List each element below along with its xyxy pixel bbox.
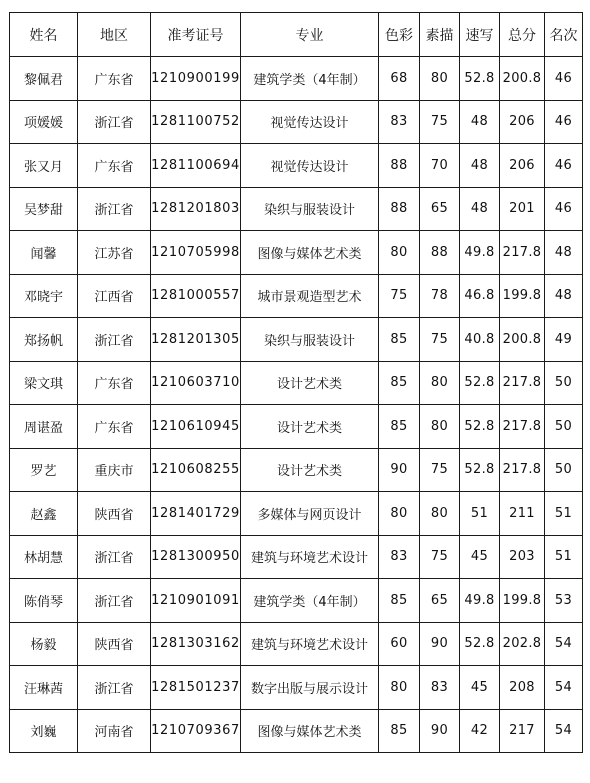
cell-region: 广东省 xyxy=(78,144,151,188)
cell-total: 217 xyxy=(500,709,545,753)
cell-name: 杨毅 xyxy=(10,622,78,666)
cell-rank: 48 xyxy=(545,274,583,318)
cell-total: 206 xyxy=(500,144,545,188)
table-row xyxy=(10,100,583,144)
cell-quick-sketch: 42 xyxy=(460,709,500,753)
cell-color: 80 xyxy=(379,231,420,275)
cell-color: 80 xyxy=(379,666,420,710)
cell-exam-id: 1281201803 xyxy=(151,187,241,231)
cell-exam-id: 1210603710 xyxy=(151,361,241,405)
header-sketch: 素描 xyxy=(420,13,460,57)
cell-quick-sketch: 49.8 xyxy=(460,231,500,275)
cell-exam-id: 1210705998 xyxy=(151,231,241,275)
cell-quick-sketch: 46.8 xyxy=(460,274,500,318)
cell-name: 张又月 xyxy=(10,144,78,188)
cell-color: 85 xyxy=(379,709,420,753)
cell-rank: 49 xyxy=(545,318,583,362)
table-row xyxy=(10,274,583,318)
cell-sketch: 75 xyxy=(420,318,460,362)
cell-region: 浙江省 xyxy=(78,100,151,144)
cell-name: 郑扬帆 xyxy=(10,318,78,362)
cell-color: 85 xyxy=(379,405,420,449)
cell-major: 数字出版与展示设计 xyxy=(241,666,379,710)
cell-color: 85 xyxy=(379,579,420,623)
cell-quick-sketch: 51 xyxy=(460,492,500,536)
cell-color: 85 xyxy=(379,361,420,405)
cell-major: 城市景观造型艺术 xyxy=(241,274,379,318)
table-row xyxy=(10,492,583,536)
cell-total: 201 xyxy=(500,187,545,231)
cell-major: 建筑与环境艺术设计 xyxy=(241,535,379,579)
cell-exam-id: 1210610945 xyxy=(151,405,241,449)
cell-exam-id: 1281000557 xyxy=(151,274,241,318)
header-color: 色彩 xyxy=(379,13,420,57)
header-region: 地区 xyxy=(78,13,151,57)
table-row xyxy=(10,318,583,362)
cell-exam-id: 1281100752 xyxy=(151,100,241,144)
cell-sketch: 65 xyxy=(420,187,460,231)
cell-total: 217.8 xyxy=(500,231,545,275)
cell-total: 217.8 xyxy=(500,405,545,449)
cell-name: 林胡慧 xyxy=(10,535,78,579)
cell-region: 江苏省 xyxy=(78,231,151,275)
cell-sketch: 75 xyxy=(420,100,460,144)
cell-name: 梁文琪 xyxy=(10,361,78,405)
cell-quick-sketch: 48 xyxy=(460,100,500,144)
cell-name: 赵鑫 xyxy=(10,492,78,536)
cell-quick-sketch: 52.8 xyxy=(460,448,500,492)
cell-sketch: 80 xyxy=(420,57,460,101)
cell-quick-sketch: 52.8 xyxy=(460,57,500,101)
cell-major: 视觉传达设计 xyxy=(241,144,379,188)
table-row xyxy=(10,579,583,623)
cell-exam-id: 1281201305 xyxy=(151,318,241,362)
cell-rank: 46 xyxy=(545,100,583,144)
cell-name: 刘巍 xyxy=(10,709,78,753)
cell-region: 浙江省 xyxy=(78,666,151,710)
cell-rank: 54 xyxy=(545,709,583,753)
cell-total: 199.8 xyxy=(500,274,545,318)
cell-major: 染织与服装设计 xyxy=(241,187,379,231)
score-table xyxy=(9,12,583,753)
cell-sketch: 90 xyxy=(420,622,460,666)
cell-major: 图像与媒体艺术类 xyxy=(241,231,379,275)
cell-major: 建筑学类（4年制） xyxy=(241,579,379,623)
cell-sketch: 80 xyxy=(420,361,460,405)
cell-color: 80 xyxy=(379,492,420,536)
cell-exam-id: 1210900199 xyxy=(151,57,241,101)
cell-total: 199.8 xyxy=(500,579,545,623)
cell-color: 68 xyxy=(379,57,420,101)
cell-name: 周谌盈 xyxy=(10,405,78,449)
cell-sketch: 78 xyxy=(420,274,460,318)
cell-exam-id: 1281300950 xyxy=(151,535,241,579)
cell-exam-id: 1281401729 xyxy=(151,492,241,536)
header-exam-id: 准考证号 xyxy=(151,13,241,57)
cell-total: 206 xyxy=(500,100,545,144)
cell-major: 染织与服装设计 xyxy=(241,318,379,362)
cell-quick-sketch: 49.8 xyxy=(460,579,500,623)
cell-region: 江西省 xyxy=(78,274,151,318)
cell-rank: 50 xyxy=(545,448,583,492)
cell-quick-sketch: 52.8 xyxy=(460,405,500,449)
cell-total: 217.8 xyxy=(500,361,545,405)
cell-exam-id: 1210608255 xyxy=(151,448,241,492)
cell-major: 建筑与环境艺术设计 xyxy=(241,622,379,666)
cell-rank: 54 xyxy=(545,666,583,710)
cell-rank: 51 xyxy=(545,492,583,536)
cell-sketch: 88 xyxy=(420,231,460,275)
cell-rank: 46 xyxy=(545,144,583,188)
cell-rank: 53 xyxy=(545,579,583,623)
cell-sketch: 65 xyxy=(420,579,460,623)
cell-sketch: 80 xyxy=(420,405,460,449)
table-row xyxy=(10,187,583,231)
table-row xyxy=(10,535,583,579)
cell-region: 广东省 xyxy=(78,361,151,405)
cell-region: 重庆市 xyxy=(78,448,151,492)
cell-major: 视觉传达设计 xyxy=(241,100,379,144)
cell-major: 设计艺术类 xyxy=(241,448,379,492)
header-row xyxy=(10,13,583,57)
cell-name: 陈俏琴 xyxy=(10,579,78,623)
cell-sketch: 70 xyxy=(420,144,460,188)
cell-exam-id: 1281303162 xyxy=(151,622,241,666)
cell-color: 75 xyxy=(379,274,420,318)
table-row xyxy=(10,448,583,492)
cell-sketch: 80 xyxy=(420,492,460,536)
cell-quick-sketch: 45 xyxy=(460,535,500,579)
cell-region: 浙江省 xyxy=(78,535,151,579)
cell-color: 60 xyxy=(379,622,420,666)
cell-color: 88 xyxy=(379,187,420,231)
cell-total: 203 xyxy=(500,535,545,579)
cell-quick-sketch: 45 xyxy=(460,666,500,710)
cell-total: 211 xyxy=(500,492,545,536)
cell-rank: 51 xyxy=(545,535,583,579)
cell-rank: 50 xyxy=(545,405,583,449)
cell-total: 200.8 xyxy=(500,57,545,101)
table-row xyxy=(10,622,583,666)
cell-name: 汪琳茜 xyxy=(10,666,78,710)
table-row xyxy=(10,666,583,710)
cell-sketch: 75 xyxy=(420,535,460,579)
cell-total: 217.8 xyxy=(500,448,545,492)
cell-total: 208 xyxy=(500,666,545,710)
cell-region: 浙江省 xyxy=(78,187,151,231)
cell-quick-sketch: 52.8 xyxy=(460,361,500,405)
table-row xyxy=(10,57,583,101)
cell-major: 建筑学类（4年制） xyxy=(241,57,379,101)
header-quick-sketch: 速写 xyxy=(460,13,500,57)
cell-color: 83 xyxy=(379,535,420,579)
cell-color: 85 xyxy=(379,318,420,362)
cell-major: 多媒体与网页设计 xyxy=(241,492,379,536)
cell-total: 202.8 xyxy=(500,622,545,666)
cell-exam-id: 1281100694 xyxy=(151,144,241,188)
cell-region: 浙江省 xyxy=(78,579,151,623)
cell-exam-id: 1281501237 xyxy=(151,666,241,710)
table-row xyxy=(10,361,583,405)
cell-color: 90 xyxy=(379,448,420,492)
cell-rank: 48 xyxy=(545,231,583,275)
cell-rank: 46 xyxy=(545,57,583,101)
table-row xyxy=(10,709,583,753)
cell-region: 陕西省 xyxy=(78,622,151,666)
table-row xyxy=(10,405,583,449)
cell-name: 邓晓宇 xyxy=(10,274,78,318)
cell-color: 83 xyxy=(379,100,420,144)
cell-sketch: 83 xyxy=(420,666,460,710)
cell-region: 广东省 xyxy=(78,57,151,101)
header-total: 总分 xyxy=(500,13,545,57)
header-major: 专业 xyxy=(241,13,379,57)
cell-major: 图像与媒体艺术类 xyxy=(241,709,379,753)
cell-total: 200.8 xyxy=(500,318,545,362)
cell-exam-id: 1210709367 xyxy=(151,709,241,753)
cell-quick-sketch: 48 xyxy=(460,187,500,231)
cell-name: 项媛媛 xyxy=(10,100,78,144)
cell-rank: 50 xyxy=(545,361,583,405)
cell-rank: 46 xyxy=(545,187,583,231)
cell-region: 陕西省 xyxy=(78,492,151,536)
cell-sketch: 75 xyxy=(420,448,460,492)
cell-quick-sketch: 40.8 xyxy=(460,318,500,362)
cell-color: 88 xyxy=(379,144,420,188)
cell-name: 黎佩君 xyxy=(10,57,78,101)
cell-major: 设计艺术类 xyxy=(241,361,379,405)
cell-region: 河南省 xyxy=(78,709,151,753)
cell-name: 罗艺 xyxy=(10,448,78,492)
cell-quick-sketch: 48 xyxy=(460,144,500,188)
cell-quick-sketch: 52.8 xyxy=(460,622,500,666)
cell-major: 设计艺术类 xyxy=(241,405,379,449)
table-row xyxy=(10,144,583,188)
header-name: 姓名 xyxy=(10,13,78,57)
cell-sketch: 90 xyxy=(420,709,460,753)
header-rank: 名次 xyxy=(545,13,583,57)
cell-exam-id: 1210901091 xyxy=(151,579,241,623)
cell-name: 闻馨 xyxy=(10,231,78,275)
cell-name: 吴梦甜 xyxy=(10,187,78,231)
table-row xyxy=(10,231,583,275)
cell-region: 浙江省 xyxy=(78,318,151,362)
cell-region: 广东省 xyxy=(78,405,151,449)
cell-rank: 54 xyxy=(545,622,583,666)
